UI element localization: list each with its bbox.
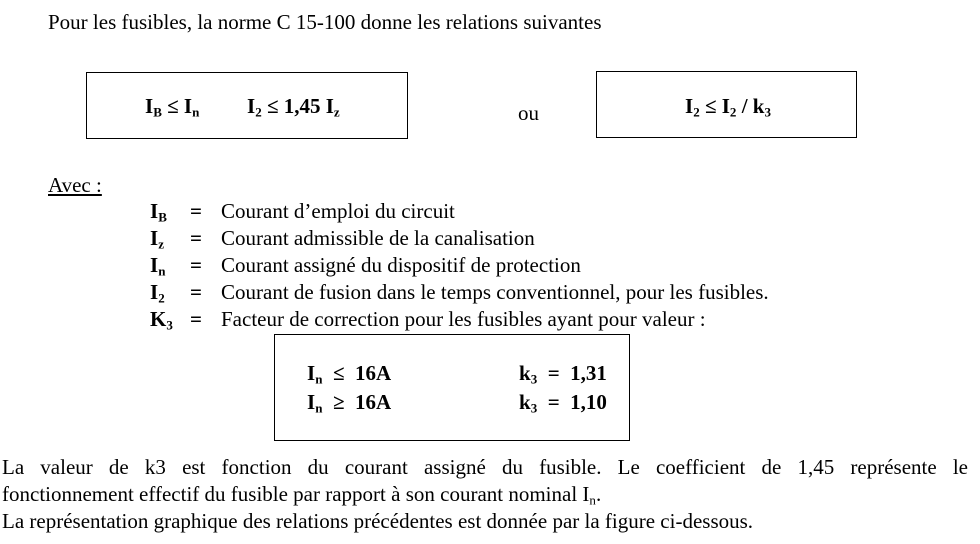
definition-equals: =	[190, 226, 202, 250]
definition-symbol: $I_z$	[150, 226, 164, 252]
definition-symbol: $I_n$	[150, 253, 166, 279]
relations-box	[86, 72, 408, 139]
definition-equals: =	[190, 199, 202, 223]
k3-row-condition: $I_n \le 16A$	[307, 361, 392, 387]
formula-ib-le-in: $I_B \le I_n$	[145, 94, 200, 120]
definition-text: Facteur de correction pour les fusibles ayant pour valeur :	[221, 307, 706, 331]
intro-text: Pour les fusibles, la norme C 15-100 donne les relations suivantes	[48, 10, 602, 34]
k3-values-box	[274, 334, 630, 441]
paragraph-line-2: fonctionnement effectif du fusible par rapport à son courant nominal $I_n$.	[2, 482, 602, 508]
definition-text: Courant admissible de la canalisation	[221, 226, 535, 250]
definition-symbol: $I_B$	[150, 199, 167, 225]
definition-text: Courant de fusion dans le temps conventionnel, pour les fusibles.	[221, 280, 769, 304]
definition-equals: =	[190, 253, 202, 277]
k3-row-value: $k_3 = 1,31$	[519, 361, 607, 387]
paragraph-line-1: La valeur de k3 est fonction du courant assigné du fusible. Le coefficient de 1,45 représente le	[2, 455, 968, 479]
paragraph-2: La représentation graphique des relations précédentes est donnée par la figure ci-dessous.	[2, 509, 754, 533]
formula-i2-le-145-iz: $I_2 \le 1,45$ $I_z$	[247, 94, 340, 120]
definition-equals: =	[190, 307, 202, 331]
definition-text: Courant d’emploi du circuit	[221, 199, 455, 223]
k3-row-value: $k_3 = 1,10$	[519, 390, 607, 416]
formula-i2-le-i2-over-k3: $I_2 \le I_2 / k_3$	[685, 94, 771, 120]
avec-label: Avec :	[48, 173, 102, 197]
definition-equals: =	[190, 280, 202, 304]
alternative-relation-box	[596, 71, 857, 138]
definition-symbol: $K_3$	[150, 307, 173, 333]
or-label: ou	[518, 101, 539, 125]
definition-symbol: $I_2$	[150, 280, 165, 306]
k3-row-condition: $I_n \ge 16A$	[307, 390, 392, 416]
definition-text: Courant assigné du dispositif de protection	[221, 253, 581, 277]
